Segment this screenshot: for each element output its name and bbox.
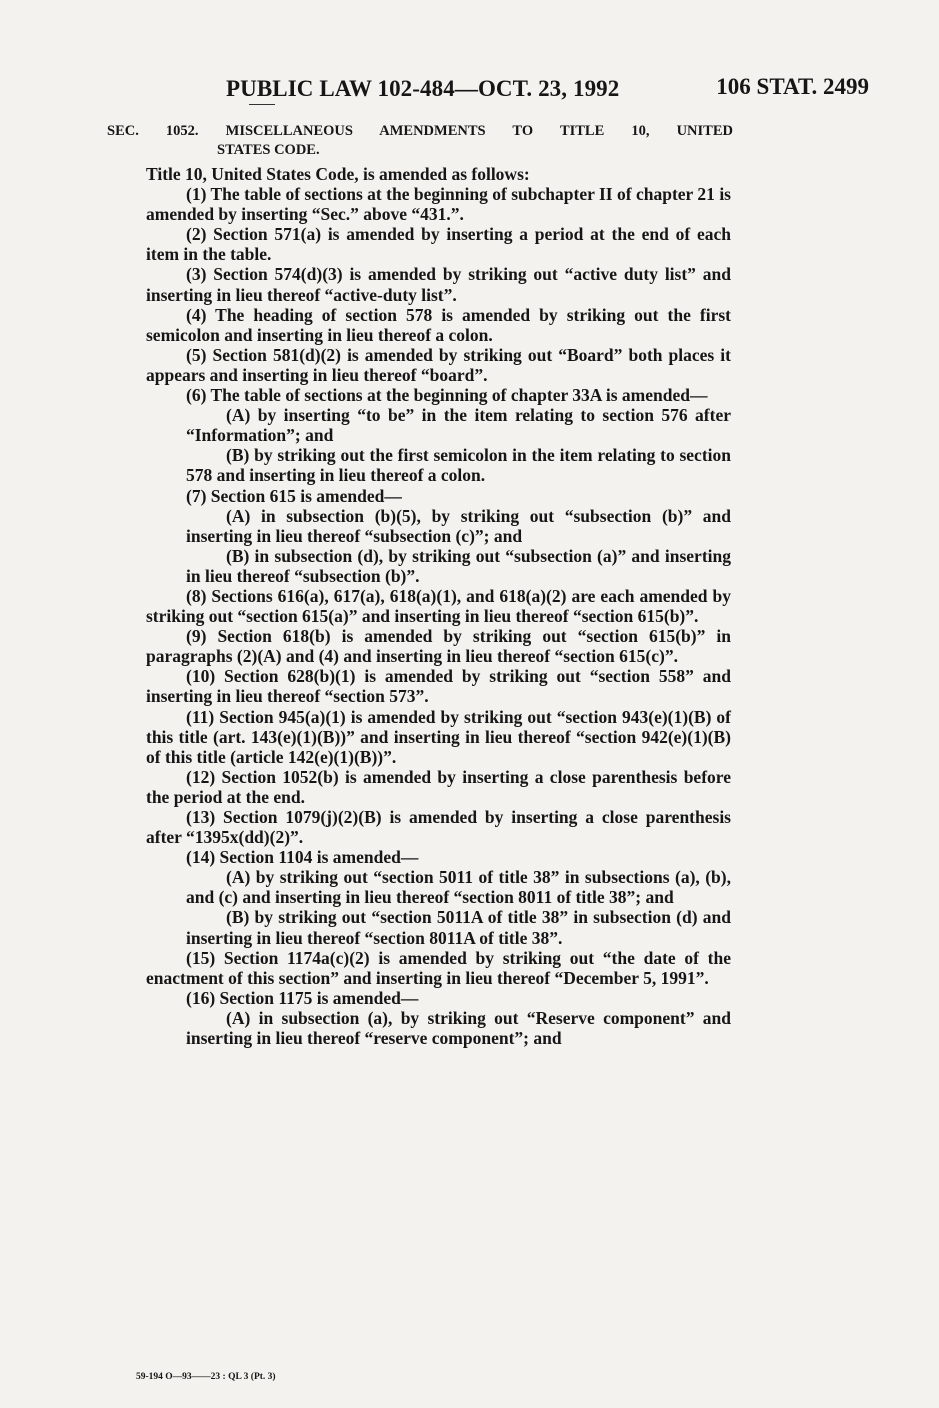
running-header-title: PUBLIC LAW 102-484—OCT. 23, 1992 xyxy=(226,76,620,101)
paragraph: (14) Section 1104 is amended— xyxy=(186,847,419,868)
paragraph: (8) Sections 616(a), 617(a), 618(a)(1), and 618(a)(2) are each amended by striking out “section 615(a)” and inserting in lieu thereof “section 615(b)”. xyxy=(146,585,731,627)
paragraph: (11) Section 945(a)(1) is amended by striking out “section 943(e)(1)(B) of this title (art. 143(e)(1)(B))” and inserting in lieu thereof “section 942(e)(1)(B) of this title (article 142(e)(1)(B))”. xyxy=(146,706,731,767)
paragraph: (5) Section 581(d)(2) is amended by striking out “Board” both places it appears and inserting in lieu thereof “board”. xyxy=(146,344,731,385)
paragraph: (6) The table of sections at the beginning of chapter 33A is amended— xyxy=(186,385,708,406)
section-heading xyxy=(107,122,733,160)
paragraph: (9) Section 618(b) is amended by striking out “section 615(b)” in paragraphs (2)(A) and (4) and inserting in lieu thereof “section 615(c)”. xyxy=(146,626,731,667)
paragraph: (2) Section 571(a) is amended by inserting a period at the end of each item in the table. xyxy=(146,224,731,265)
paragraph: (B) by striking out “section 5011A of title 38” in subsection (d) and inserting in lieu thereof “section 8011A of title 38”. xyxy=(186,907,731,948)
paragraph: (12) Section 1052(b) is amended by inserting a close parenthesis before the period at the end. xyxy=(146,766,731,807)
paragraph: (B) by striking out the first semicolon in the item relating to section 578 and inserting in lieu thereof a colon. xyxy=(186,445,731,486)
paragraph: (16) Section 1175 is amended— xyxy=(186,987,419,1008)
paragraph: (4) The heading of section 578 is amended by striking out the first semicolon and inserting in lieu thereof a colon. xyxy=(146,304,731,345)
paragraph: (7) Section 615 is amended— xyxy=(186,485,402,506)
paragraph: (A) by striking out “section 5011 of title 38” in subsections (a), (b), and (c) and inserting in lieu thereof “section 8011 of title 38”; and xyxy=(186,867,731,908)
paragraph: (A) by inserting “to be” in the item relating to section 576 after “Information”; and xyxy=(186,405,731,446)
section-heading-line1: SEC. 1052. MISCELLANEOUS AMENDMENTS TO TITLE 10, UNITED xyxy=(107,123,733,139)
paragraph: (A) in subsection (a), by striking out “Reserve component” and inserting in lieu thereof “reserve component”; and xyxy=(186,1007,731,1049)
paragraph: Title 10, United States Code, is amended as follows: xyxy=(146,164,530,184)
paragraph: (13) Section 1079(j)(2)(B) is amended by inserting a close parenthesis after “1395x(dd)(2)”. xyxy=(146,807,731,848)
section-heading-line2: STATES CODE. xyxy=(217,142,320,158)
paragraph: (3) Section 574(d)(3) is amended by striking out “active duty list” and inserting in lieu thereof “active-duty list”. xyxy=(146,264,731,305)
paragraph: (1) The table of sections at the beginning of subchapter II of chapter 21 is amended by inserting “Sec.” above “431.”. xyxy=(146,184,731,225)
running-header-page-number: 106 STAT. 2499 xyxy=(716,74,869,99)
paragraph: (B) in subsection (d), by striking out “subsection (a)” and inserting in lieu thereof “subsection (b)”. xyxy=(186,545,731,586)
print-footer: 59-194 O—93——23 : QL 3 (Pt. 3) xyxy=(136,1372,276,1382)
paragraph: (10) Section 628(b)(1) is amended by striking out “section 558” and inserting in lieu thereof “section 573”. xyxy=(146,666,731,707)
section-body xyxy=(146,164,731,1048)
header-rule xyxy=(249,104,275,105)
paragraph: (A) in subsection (b)(5), by striking out “subsection (b)” and inserting in lieu thereof “subsection (c)”; and xyxy=(186,505,731,546)
paragraph: (15) Section 1174a(c)(2) is amended by striking out “the date of the enactment of this section” and inserting in lieu thereof “December 5, 1991”. xyxy=(146,947,731,988)
